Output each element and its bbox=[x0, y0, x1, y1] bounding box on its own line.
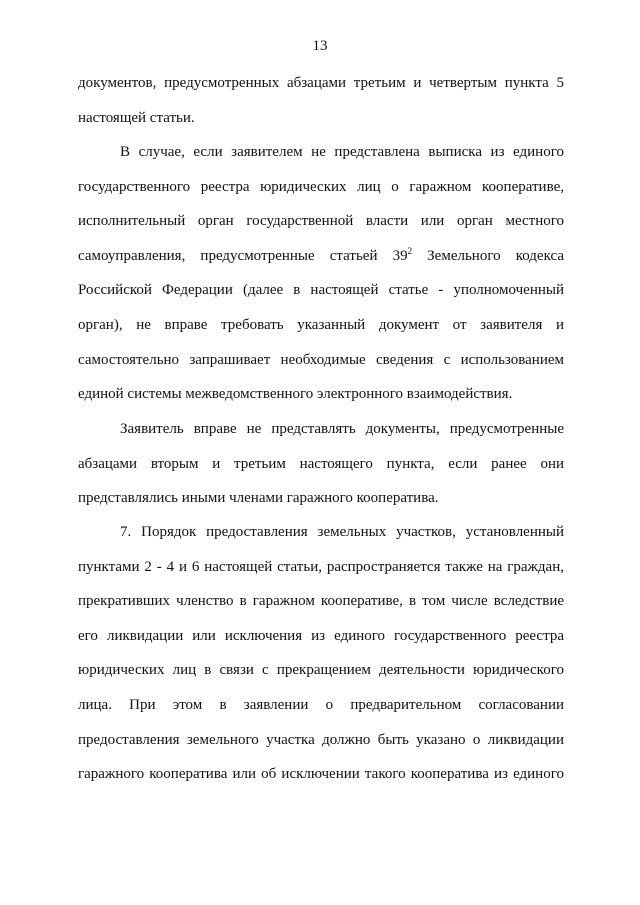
text-line: предоставления земельного участка должно быть указано о ликвидации bbox=[78, 731, 564, 748]
paragraph-item-7 bbox=[78, 515, 564, 792]
text-line: орган), не вправе требовать указанный документ от заявителя и bbox=[78, 316, 564, 333]
text-segment: самоуправления, предусмотренные статьей 39 bbox=[78, 247, 408, 264]
text-line: исполнительный орган государственной власти или орган местного bbox=[78, 213, 564, 230]
superscript: 2 bbox=[407, 245, 413, 256]
text-line: 7. Порядок предоставления земельных участков, установленный bbox=[120, 524, 564, 540]
text-line: Российской Федерации (далее в настоящей статье - уполномоченный bbox=[78, 282, 564, 299]
text-line: единой системы межведомственного электронного взаимодействия. bbox=[78, 386, 513, 403]
paragraph-extract-request bbox=[78, 135, 564, 412]
text-line: пунктами 2 - 4 и 6 настоящей статьи, распространяется также на граждан, bbox=[78, 558, 564, 575]
text-line: настоящей статьи. bbox=[78, 109, 195, 126]
text-line: государственного реестра юридических лиц о гаражном кооперативе, bbox=[78, 178, 564, 195]
text-line: прекративших членство в гаражном кооперативе, в том числе вследствие bbox=[78, 593, 564, 610]
text-line: юридических лиц в связи с прекращением деятельности юридического bbox=[78, 662, 564, 679]
text-segment: Земельного кодекса bbox=[412, 247, 564, 264]
text-line: В случае, если заявителем не представлена выписка из единого bbox=[120, 144, 564, 160]
paragraph-continuation bbox=[78, 66, 564, 135]
text-line: лица. При этом в заявлении о предварительном согласовании bbox=[78, 696, 564, 713]
text-line-with-superscript bbox=[78, 239, 564, 274]
text-line: его ликвидации или исключения из единого государственного реестра bbox=[78, 627, 564, 644]
paragraph-applicant-rights bbox=[78, 412, 564, 516]
text-line: гаражного кооператива или об исключении такого кооператива из единого bbox=[78, 766, 564, 783]
text-line: представлялись иными членами гаражного кооператива. bbox=[78, 490, 439, 507]
text-line: документов, предусмотренных абзацами третьим и четвертым пункта 5 bbox=[78, 75, 564, 91]
text-line: Заявитель вправе не представлять документы, предусмотренные bbox=[120, 421, 564, 437]
text-line: абзацами вторым и третьим настоящего пункта, если ранее они bbox=[78, 455, 564, 472]
page-number: 13 bbox=[312, 38, 328, 54]
text-line: самостоятельно запрашивает необходимые сведения с использованием bbox=[78, 351, 564, 368]
